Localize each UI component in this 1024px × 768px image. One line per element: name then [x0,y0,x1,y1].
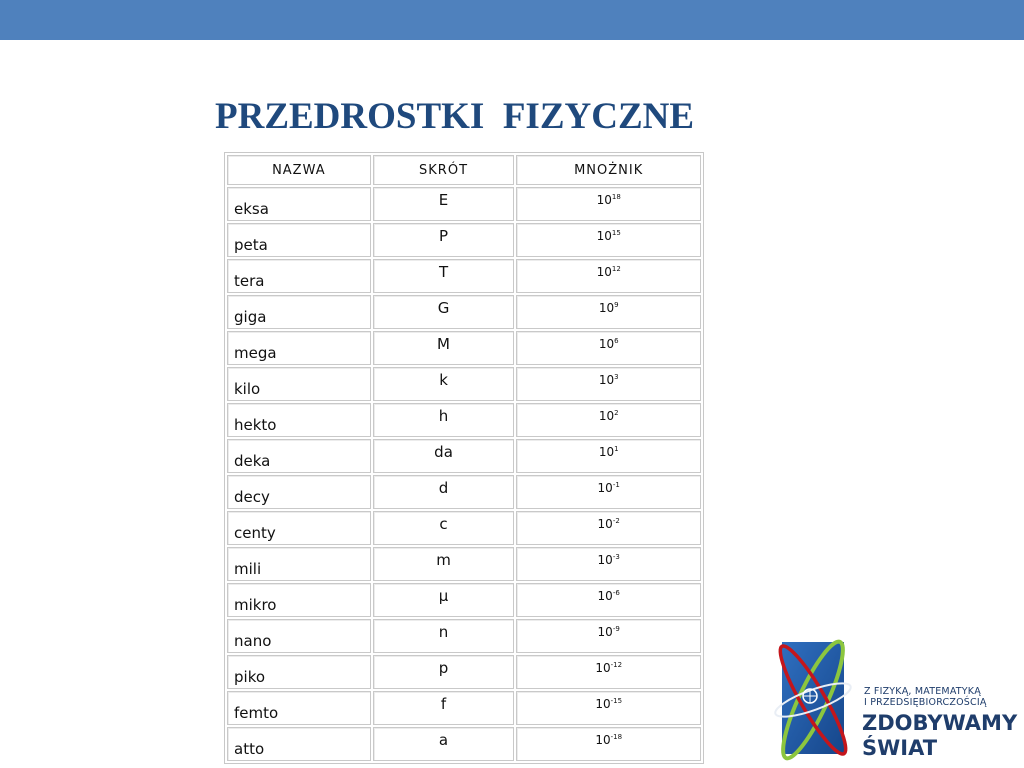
prefix-symbol-cell: f [373,691,515,725]
top-banner-bar [0,0,1024,40]
multiplier-exponent: 1 [614,445,619,453]
slide-title: PRZEDROSTKI FIZYCZNE [215,96,695,137]
logo-tagline-line1: Z FIZYKĄ, MATEMATYKĄ [864,686,981,697]
table-header-row [227,155,701,185]
multiplier-base: 10 [597,625,613,639]
prefix-multiplier-cell [516,403,701,437]
prefix-symbol-cell: m [373,547,515,581]
prefix-symbol-cell: n [373,619,515,653]
prefix-multiplier-cell [516,223,701,257]
multiplier-base: 10 [597,481,613,495]
multiplier-base: 10 [597,589,613,603]
multiplier-base: 10 [598,337,615,351]
prefix-multiplier-cell [516,439,701,473]
multiplier-base: 10 [595,733,611,747]
multiplier-exponent: 3 [614,373,619,381]
prefix-symbol-cell: h [373,403,515,437]
prefix-name-cell: kilo [227,367,371,401]
prefix-symbol-cell: da [373,439,515,473]
prefix-name-cell: mikro [227,583,371,617]
multiplier-exponent: -15 [610,697,623,705]
header-symbol: SKRÓT [373,155,515,185]
prefix-name-cell: atto [227,727,371,761]
prefix-multiplier-cell [516,367,701,401]
prefix-table [224,152,704,764]
prefix-symbol-cell: p [373,655,515,689]
prefix-multiplier-cell [516,691,701,725]
multiplier-base: 10 [596,265,612,279]
table-row [227,511,701,545]
prefix-name-cell: piko [227,655,371,689]
multiplier-base: 10 [598,301,615,315]
multiplier-base: 10 [597,553,613,567]
prefix-multiplier-cell [516,331,701,365]
multiplier-exponent: 15 [611,229,621,237]
prefix-multiplier-cell [516,511,701,545]
table-row [227,259,701,293]
prefix-name-cell: mega [227,331,371,365]
multiplier-base: 10 [598,445,615,459]
prefix-multiplier-cell [516,583,701,617]
multiplier-base: 10 [595,697,611,711]
prefix-multiplier-cell [516,727,701,761]
prefix-name-cell: tera [227,259,371,293]
prefix-symbol-cell: P [373,223,515,257]
logo-tagline-line2: I PRZEDSIĘBIORCZOŚCIĄ [864,697,987,708]
logo-tagline [864,686,987,708]
table-row [227,331,701,365]
multiplier-base: 10 [596,193,612,207]
prefix-name-cell: nano [227,619,371,653]
prefix-multiplier-cell [516,655,701,689]
table-row [227,583,701,617]
multiplier-base: 10 [598,409,615,423]
prefix-symbol-cell: d [373,475,515,509]
header-multiplier: MNOŻNIK [516,155,701,185]
prefix-name-cell: femto [227,691,371,725]
multiplier-exponent: -12 [610,661,623,669]
prefix-symbol-cell: k [373,367,515,401]
table-row [227,403,701,437]
table-row [227,727,701,761]
logo-brand-line2: ŚWIAT [862,736,938,760]
logo-brand-line1: ZDOBYWAMY [862,711,1018,735]
prefix-name-cell: centy [227,511,371,545]
table-row [227,439,701,473]
prefix-multiplier-cell [516,295,701,329]
multiplier-exponent: -6 [612,589,620,597]
multiplier-exponent: 18 [611,193,621,201]
header-name: NAZWA [227,155,371,185]
logo-brand [862,711,1017,761]
prefix-name-cell: mili [227,547,371,581]
prefix-name-cell: giga [227,295,371,329]
multiplier-exponent: -2 [612,517,620,525]
prefix-symbol-cell: T [373,259,515,293]
prefix-multiplier-cell [516,547,701,581]
prefix-symbol-cell: a [373,727,515,761]
prefix-name-cell: decy [227,475,371,509]
prefix-name-cell: deka [227,439,371,473]
prefix-symbol-cell: M [373,331,515,365]
multiplier-base: 10 [595,661,611,675]
multiplier-base: 10 [598,373,615,387]
table-row [227,619,701,653]
multiplier-exponent: -9 [612,625,620,633]
prefix-multiplier-cell [516,475,701,509]
table-row [227,655,701,689]
prefix-multiplier-cell [516,619,701,653]
prefix-symbol-cell: E [373,187,515,221]
multiplier-exponent: 6 [614,337,619,345]
prefix-name-cell: eksa [227,187,371,221]
table-body [227,187,701,761]
table-row [227,475,701,509]
multiplier-exponent: 9 [614,301,619,309]
multiplier-exponent: 2 [614,409,619,417]
prefix-symbol-cell: c [373,511,515,545]
prefix-symbol-cell: G [373,295,515,329]
table-row [227,223,701,257]
table-row [227,295,701,329]
multiplier-base: 10 [596,229,612,243]
multiplier-exponent: -18 [610,733,623,741]
table-row [227,187,701,221]
multiplier-base: 10 [597,517,613,531]
multiplier-exponent: -3 [612,553,620,561]
prefix-symbol-cell: µ [373,583,515,617]
table-row [227,691,701,725]
multiplier-exponent: 12 [611,265,621,273]
prefix-multiplier-cell [516,187,701,221]
prefix-name-cell: peta [227,223,371,257]
prefix-name-cell: hekto [227,403,371,437]
table-row [227,547,701,581]
prefix-multiplier-cell [516,259,701,293]
table-row [227,367,701,401]
multiplier-exponent: -1 [612,481,620,489]
